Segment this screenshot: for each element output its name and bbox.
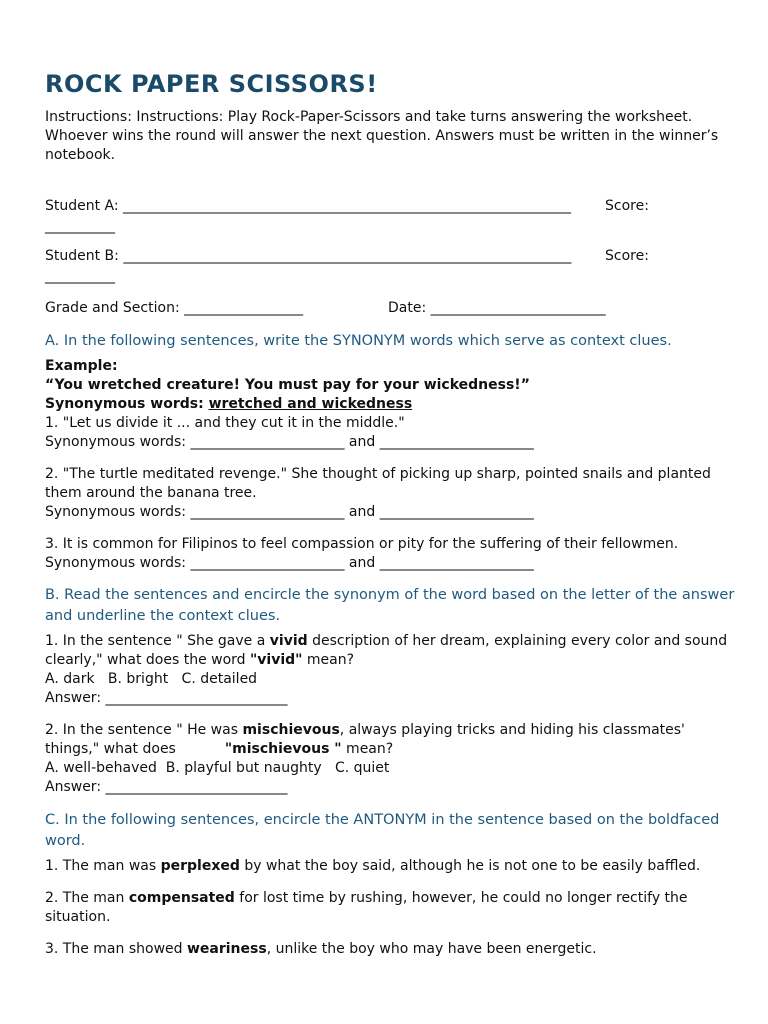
section-b-item-2-bold2: "mischievous " <box>224 741 342 757</box>
section-c-heading: C. In the following sentences, encircle the ANTONYM in the sentence based on the boldfaced word. <box>45 812 720 849</box>
section-c-item-2-pre: 2. The man <box>45 890 129 906</box>
section-c-item-3-pre: 3. The man showed <box>45 941 187 957</box>
example-answer-label: Synonymous words: <box>45 396 209 412</box>
section-c-item-3-post: , unlike the boy who may have been energetic. <box>266 941 597 957</box>
section-a-item-3 <box>45 535 735 573</box>
section-b-item-1-bold2: "vivid" <box>250 652 303 668</box>
synonym-answer-line-2: Synonymous words: ______________________ and ______________________ <box>45 504 534 520</box>
date-field: Date: _________________________ <box>388 300 606 316</box>
section-c-item-1-pre: 1. The man was <box>45 858 161 874</box>
section-b-item-1-mid: description of her dream, explaining every color and sound clearly," what does the word <box>45 633 728 668</box>
section-c-item-2-post: for lost time by rushing, however, he could no longer rectify the situation. <box>45 890 688 925</box>
score-a-blank: __________ <box>45 218 115 234</box>
synonym-answer-line-3: Synonymous words: ______________________ and ______________________ <box>45 555 534 571</box>
instructions-text: Instructions: Instructions: Play Rock-Paper-Scissors and take turns answering the worksheet. Whoever wins the round will answer the next question. Answers must be written in the winner’s notebook. <box>45 109 719 163</box>
synonym-answer-line-1: Synonymous words: ______________________ and ______________________ <box>45 434 534 450</box>
section-b-item-2-pre: 2. In the sentence " He was <box>45 722 243 738</box>
section-b-item-1-answer: Answer: __________________________ <box>45 690 288 706</box>
section-b-item-1-choices: A. dark B. bright C. detailed <box>45 671 258 687</box>
example-answer-value: wretched and wickedness <box>208 396 413 412</box>
example-label: Example: <box>45 358 118 374</box>
section-b-item-2 <box>45 721 735 797</box>
section-a-item-2-text: 2. "The turtle meditated revenge." She thought of picking up sharp, pointed snails and planted them around the banana tree. <box>45 466 711 501</box>
section-c-item-1-bold: perplexed <box>160 858 240 874</box>
section-b-item-1-pre: 1. In the sentence " She gave a <box>45 633 270 649</box>
section-a-item-1: 1. "Let us divide it ... and they cut it in the middle." <box>45 415 405 431</box>
section-b-item-2-bold: mischievous <box>242 722 340 738</box>
example-answer <box>45 395 735 414</box>
section-c-item-1-post: by what the boy said, although he is not one to be easily baffled. <box>239 858 701 874</box>
section-a-example <box>45 357 735 452</box>
section-b-item-2-mid: , always playing tricks and hiding his classmates' things," what does <box>45 722 690 757</box>
section-c-item-3-bold: weariness <box>186 941 267 957</box>
section-a-item-2 <box>45 465 735 522</box>
section-c-item-3 <box>45 940 735 959</box>
student-a-field: Student A: ________________________________________________________________ <box>45 198 572 214</box>
section-c-item-1 <box>45 857 735 876</box>
section-b-item-2-answer: Answer: __________________________ <box>45 779 288 795</box>
score-a-label: Score: <box>605 198 649 214</box>
section-c-item-2 <box>45 889 735 927</box>
section-a-heading: A. In the following sentences, write the SYNONYM words which serve as context clues. <box>45 333 672 349</box>
section-b-item-1 <box>45 632 735 708</box>
score-b-blank: __________ <box>45 268 115 284</box>
section-a-item-3-text: 3. It is common for Filipinos to feel compassion or pity for the suffering of their fellowmen. <box>45 536 679 552</box>
student-b-field: Student B: ________________________________________________________________ <box>45 248 572 264</box>
section-b-heading: B. Read the sentences and encircle the synonym of the word based on the letter of the answer and underline the context clues. <box>45 587 735 624</box>
section-b-item-2-choices: A. well-behaved B. playful but naughty C. quiet <box>45 760 390 776</box>
section-b-item-1-post: mean? <box>302 652 355 668</box>
worksheet-title: ROCK PAPER SCISSORS! <box>45 70 378 98</box>
section-b-item-2-post: mean? <box>341 741 394 757</box>
grade-section-field: Grade and Section: _________________ <box>45 300 304 316</box>
section-b-item-1-bold: vivid <box>269 633 308 649</box>
section-c-item-2-bold: compensated <box>128 890 235 906</box>
score-b-label: Score: <box>605 248 649 264</box>
example-sentence: “You wretched creature! You must pay for your wickedness!” <box>45 377 530 393</box>
